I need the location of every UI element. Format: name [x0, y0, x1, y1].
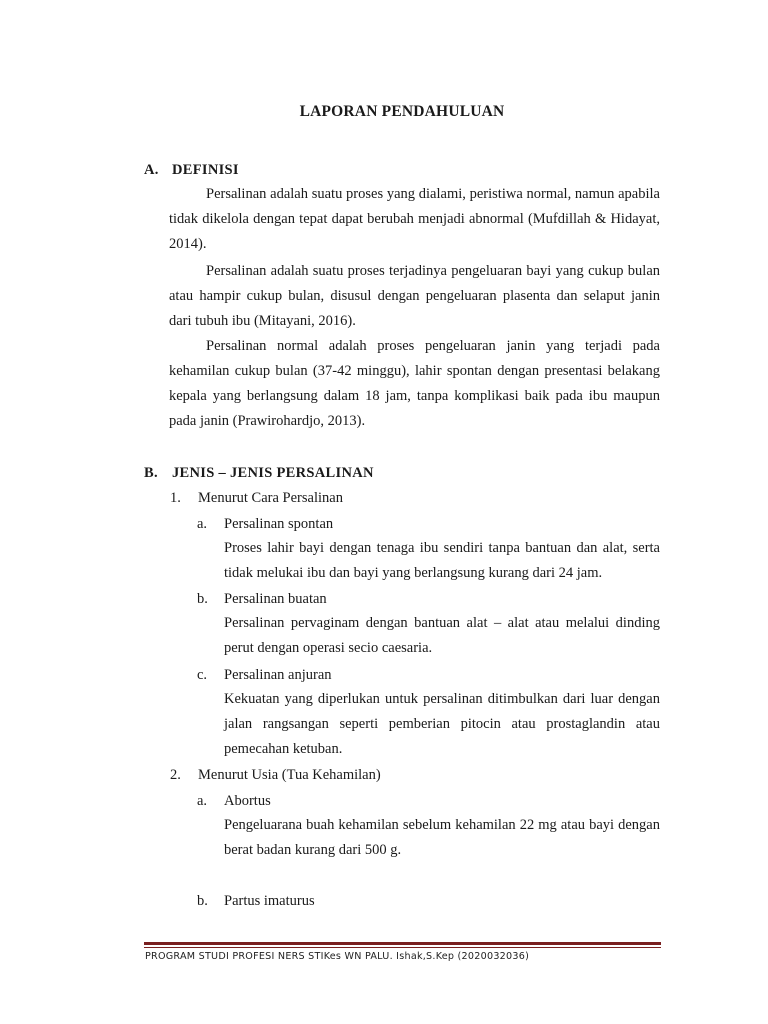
item-1a-marker: a. — [197, 516, 208, 532]
item-1a-description: Proses lahir bayi dengan tenaga ibu sendiri tanpa bantuan dan alat, serta tidak melukai ibu dan bayi yang berlangsung kurang dari 24 jam. — [224, 540, 660, 581]
item-1b-description: Persalinan pervaginam dengan bantuan alat – alat atau melalui dinding perut dengan operasi secio caesaria. — [224, 615, 660, 656]
item-1c-description: Kekuatan yang diperlukan untuk persalinan ditimbulkan dari luar dengan jalan rangsangan seperti pemberian pitocin atau prostaglandin atau pemecahan ketuban. — [224, 691, 660, 757]
item-1b-marker: b. — [197, 591, 208, 607]
definition-paragraph-2: Persalinan adalah suatu proses terjadinya pengeluaran bayi yang cukup bulan atau hampir cukup bulan, disusul dengan pengeluaran plasenta dan selaput janin dari tubuh ibu (Mitayani, 2016). — [169, 263, 660, 329]
section-b-letter: B. — [144, 465, 158, 481]
item-1b-label: Persalinan buatan — [224, 591, 327, 607]
item-1c-marker: c. — [197, 667, 208, 683]
section-b-title: JENIS – JENIS PERSALINAN — [172, 465, 374, 481]
footer-rule-thick — [144, 942, 661, 945]
item-2a-label: Abortus — [224, 793, 271, 809]
item-1c-label: Persalinan anjuran — [224, 667, 332, 683]
definition-paragraph-1: Persalinan adalah suatu proses yang dialami, peristiwa normal, namun apabila tidak dikelola dengan tepat dapat berubah menjadi abnormal (Mufdillah & Hidayat, 2014). — [169, 186, 660, 252]
group-1-label: Menurut Cara Persalinan — [198, 490, 343, 506]
group-2-label: Menurut Usia (Tua Kehamilan) — [198, 767, 381, 783]
page-footer: PROGRAM STUDI PROFESI NERS STIKes WN PALU. Ishak,S.Kep (2020032036) — [145, 951, 530, 962]
item-2b-label: Partus imaturus — [224, 893, 315, 909]
item-2b-marker: b. — [197, 893, 208, 909]
group-1-number: 1. — [170, 490, 181, 506]
group-2-number: 2. — [170, 767, 181, 783]
section-a-letter: A. — [144, 162, 159, 178]
footer-rule-thin — [144, 947, 661, 948]
item-2a-marker: a. — [197, 793, 208, 809]
item-1a-label: Persalinan spontan — [224, 516, 334, 532]
definition-paragraph-3: Persalinan normal adalah proses pengeluaran janin yang terjadi pada kehamilan cukup bulan (37-42 minggu), lahir spontan dengan presentasi belakang kepala yang berlangsung dalam 18 jam, tanpa komplikasi baik pada ibu maupun pada janin (Prawirohardjo, 2013). — [169, 338, 660, 429]
document-title: LAPORAN PENDAHULUAN — [299, 103, 505, 120]
item-2a-description: Pengeluarana buah kehamilan sebelum kehamilan 22 mg atau bayi dengan berat badan kurang dari 500 g. — [224, 817, 660, 858]
section-a-title: DEFINISI — [172, 162, 239, 178]
